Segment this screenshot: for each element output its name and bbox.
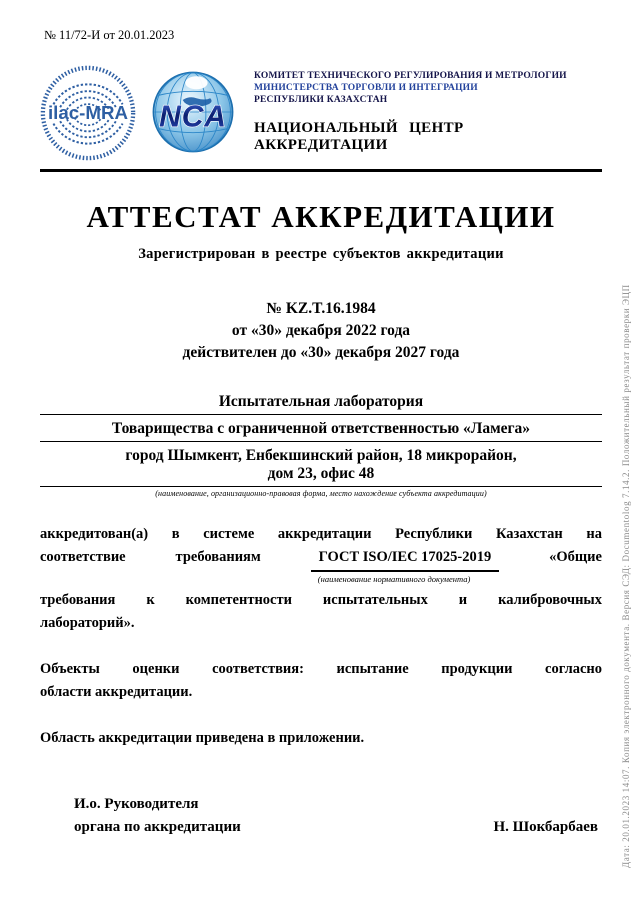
signature-block	[40, 793, 602, 839]
objects-line-1: Объекты оценки соответствия: испытание продукции согласно	[40, 661, 602, 677]
certificate-subtitle: Зарегистрирован в реестре субъектов аккредитации	[138, 246, 504, 262]
committee-line-3: РЕСПУБЛИКИ КАЗАХСТАН	[254, 95, 388, 105]
registration-block	[40, 298, 602, 364]
body-line-4: лабораторий».	[40, 615, 135, 631]
signer-role-line-2: органа по аккредитации	[74, 819, 241, 835]
scope-note: Область аккредитации приведена в приложении.	[40, 730, 365, 746]
signer-name: Н. Шокбарбаев	[493, 819, 598, 835]
header	[40, 65, 602, 161]
ilac-mra-logo-icon	[40, 65, 136, 161]
standard-reference: ГОСТ ISO/IEC 17025-2019	[311, 546, 500, 572]
subject-caption: (наименование, организационно-правовая форма, место нахождение субъекта аккредитации)	[155, 489, 487, 498]
body-line-3: требования к компетентности испытательных и калибровочных	[40, 592, 602, 608]
subject-name: Товарищества с ограниченной ответственностью «Ламега»	[40, 415, 602, 442]
subject-block	[40, 393, 602, 498]
subject-type: Испытательная лаборатория	[40, 393, 602, 415]
body-line-2	[40, 546, 602, 572]
committee-line-1: КОМИТЕТ ТЕХНИЧЕСКОГО РЕГУЛИРОВАНИЯ И МЕТРОЛОГИИ	[254, 71, 567, 81]
header-text-block	[254, 65, 602, 154]
org-title: НАЦИОНАЛЬНЫЙ ЦЕНТР АККРЕДИТАЦИИ	[254, 120, 464, 153]
certificate-title: АТТЕСТАТ АККРЕДИТАЦИИ	[86, 199, 556, 234]
header-divider	[40, 169, 602, 172]
issue-date: от «30» декабря 2022 года	[231, 322, 411, 339]
subject-address-line-1: город Шымкент, Енбекшинский район, 18 микрорайон,	[125, 447, 517, 464]
body-text	[40, 523, 602, 750]
signer-role	[74, 793, 241, 839]
signer-role-line-1: И.о. Руководителя	[74, 796, 199, 812]
objects-paragraph	[40, 658, 602, 704]
ilac-mra-label: ilac-MRA	[47, 102, 129, 124]
digital-signature-stamp: Дата: 20.01.2023 14:07. Копия электронного документа. Версия СЭД: Documentolog 7.14.2. Положительный результат проверки ЭЦП	[621, 284, 631, 868]
nca-logo-icon	[150, 69, 236, 155]
standard-caption: (наименование нормативного документа)	[317, 574, 471, 584]
nca-label: NCA	[159, 100, 227, 134]
committee-line-2: МИНИСТЕРСТВА ТОРГОВЛИ И ИНТЕГРАЦИИ	[254, 83, 478, 93]
valid-until: действителен до «30» декабря 2027 года	[182, 344, 460, 361]
registration-number: № KZ.T.16.1984	[266, 300, 376, 317]
document-number: № 11/72-И от 20.01.2023	[44, 28, 175, 42]
subject-address-line-2: дом 23, офис 48	[267, 465, 375, 482]
body-line-2-word-1: соответствие	[40, 549, 126, 565]
body-line-2-word-2: требованиям	[175, 549, 261, 565]
subject-address	[40, 442, 602, 487]
body-line-2-word-3: «Общие	[549, 549, 602, 565]
body-line-1: аккредитован(а) в системе аккредитации Республики Казахстан на	[40, 526, 602, 542]
objects-line-2: области аккредитации.	[40, 684, 193, 700]
